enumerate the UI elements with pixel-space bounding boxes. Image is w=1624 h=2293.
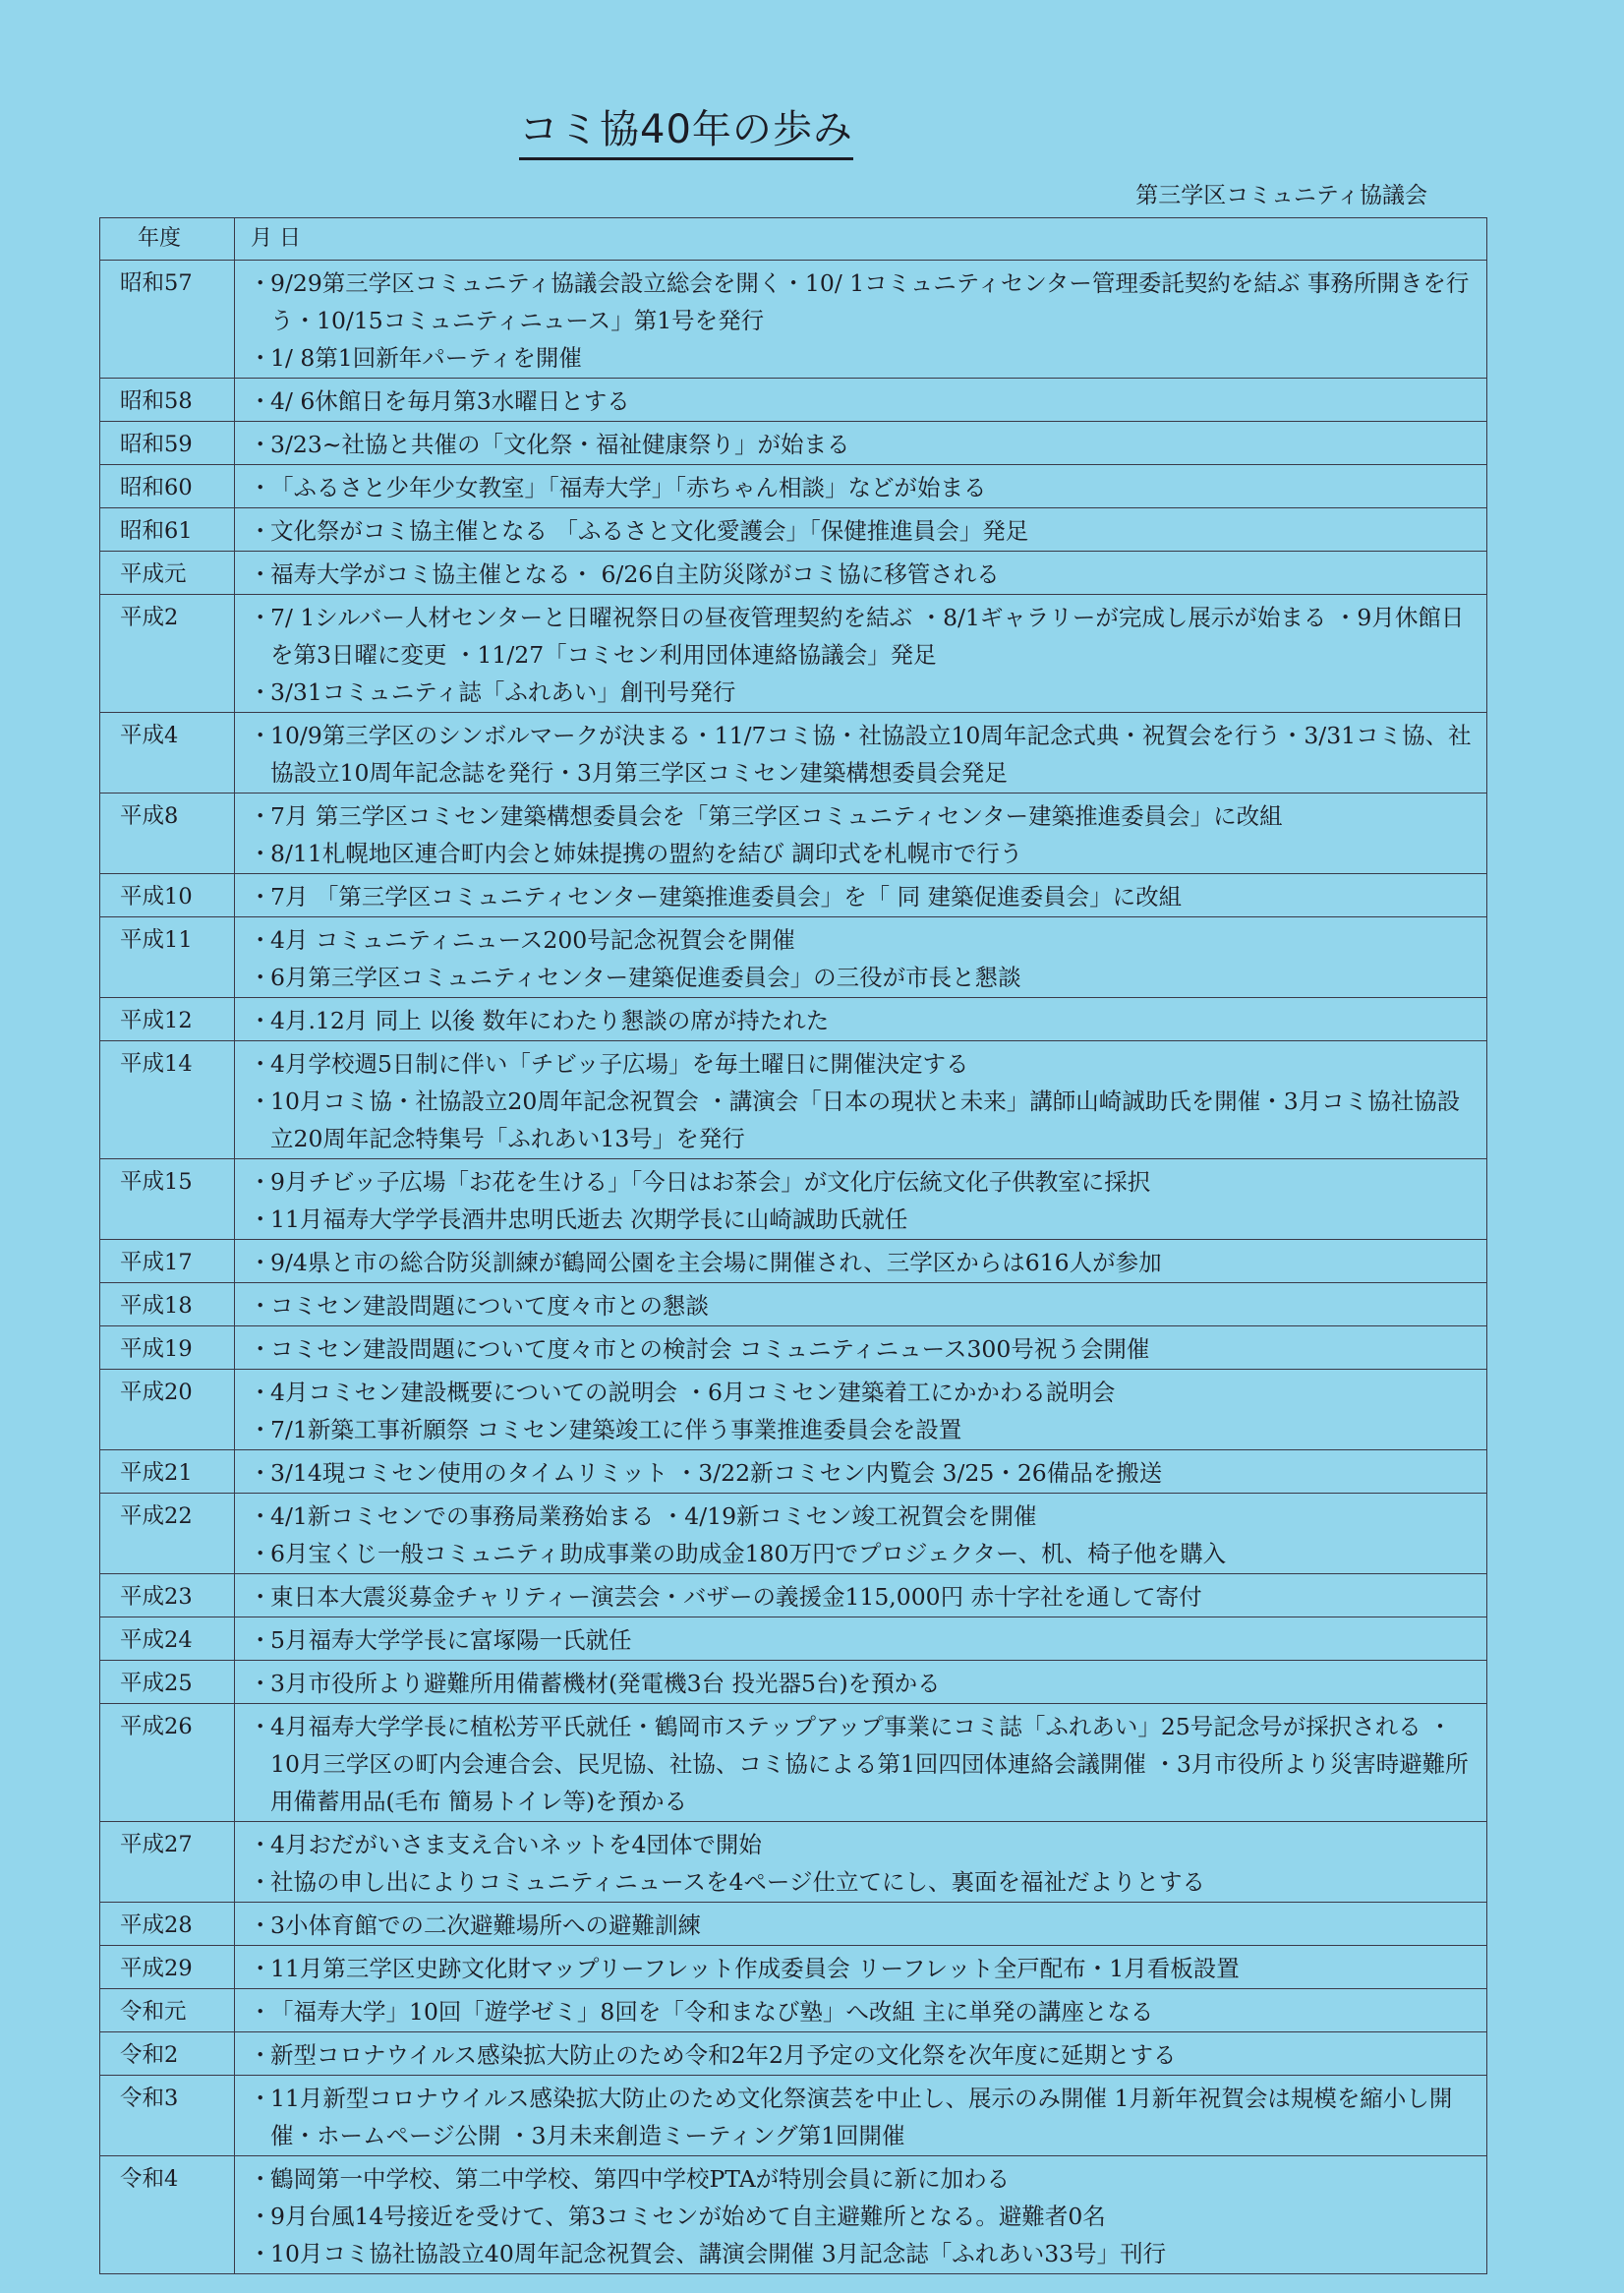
- event-item: ・ 「福寿大学」10回「遊学ゼミ」8回を「令和まなび塾」へ改組 主に単発の講座となる: [249, 1993, 1475, 2030]
- table-row: [100, 998, 1487, 1041]
- table-row: [100, 465, 1487, 508]
- event-item: ・ 6月第三学区コミュニティセンター建築促進委員会」の三役が市長と懇談: [249, 959, 1475, 996]
- year-cell: 平成21: [100, 1450, 235, 1494]
- event-item: ・ 8/11札幌地区連合町内会と姉妹提携の盟約を結び 調印式を札幌市で行う: [249, 835, 1475, 872]
- event-item: ・ 9月チビッ子広場「お花を生ける」「今日はお茶会」が文化庁伝統文化子供教室に採択: [249, 1163, 1475, 1201]
- table-row: [100, 1946, 1487, 1989]
- event-item: ・ 「ふるさと少年少女教室」「福寿大学」「赤ちゃん相談」などが始まる: [249, 469, 1475, 506]
- events-cell: [235, 261, 1487, 379]
- history-table: [99, 217, 1487, 2274]
- year-cell: 平成10: [100, 874, 235, 917]
- event-item: ・ 鶴岡第一中学校、第二中学校、第四中学校PTAが特別会員に新に加わる: [249, 2160, 1475, 2198]
- events-cell: [235, 1704, 1487, 1822]
- year-cell: 昭和59: [100, 422, 235, 465]
- events-cell: [235, 1494, 1487, 1574]
- table-row: [100, 1617, 1487, 1661]
- year-cell: 平成元: [100, 552, 235, 595]
- year-cell: 昭和60: [100, 465, 235, 508]
- events-cell: [235, 1159, 1487, 1240]
- year-cell: 平成28: [100, 1903, 235, 1946]
- table-row: [100, 1574, 1487, 1617]
- table-row: [100, 2156, 1487, 2274]
- event-item: ・ 4月.12月 同上 以後 数年にわたり懇談の席が持たれた: [249, 1002, 1475, 1039]
- events-cell: [235, 1283, 1487, 1326]
- event-item: ・ 1/ 8第1回新年パーティを開催: [249, 339, 1475, 377]
- table-row: [100, 1704, 1487, 1822]
- events-cell: [235, 379, 1487, 422]
- year-cell: 平成19: [100, 1326, 235, 1370]
- event-item: ・ 10月コミ協・社協設立20周年記念祝賀会 ・講演会「日本の現状と未来」講師山崎誠助氏を開催・3月コミ協社協設立20周年記念特集号「ふれあい13号」を発行: [249, 1083, 1475, 1157]
- year-cell: 平成4: [100, 713, 235, 794]
- table-row: [100, 2076, 1487, 2156]
- year-cell: 平成24: [100, 1617, 235, 1661]
- year-cell: 令和4: [100, 2156, 235, 2274]
- event-item: ・ 6月宝くじ一般コミュニティ助成事業の助成金180万円でプロジェクター、机、椅子他を購入: [249, 1535, 1475, 1572]
- event-item: ・ コミセン建設問題について度々市との検討会 コミュニティニュース300号祝う会開催: [249, 1330, 1475, 1368]
- year-cell: 平成23: [100, 1574, 235, 1617]
- event-item: ・ 10/9第三学区のシンボルマークが決まる・11/7コミ協・社協設立10周年記念式典・祝賀会を行う・3/31コミ協、社協設立10周年記念誌を発行・3月第三学区コミセン建築構想委員会発足: [249, 717, 1475, 792]
- table-row: [100, 1159, 1487, 1240]
- year-cell: 平成11: [100, 917, 235, 998]
- table-row: [100, 1903, 1487, 1946]
- events-cell: [235, 1041, 1487, 1159]
- event-item: ・ 社協の申し出によりコミュニティニュースを4ページ仕立てにし、裏面を福祉だよりとする: [249, 1863, 1475, 1901]
- table-row: [100, 2032, 1487, 2076]
- events-cell: [235, 1240, 1487, 1283]
- event-item: ・ 7/ 1シルバー人材センターと日曜祝祭日の昼夜管理契約を結ぶ ・8/1ギャラリーが完成し展示が始まる ・9月休館日を第3日曜に変更 ・11/27「コミセン利用団体連絡協議会」発足: [249, 599, 1475, 674]
- event-item: ・ コミセン建設問題について度々市との懇談: [249, 1287, 1475, 1324]
- event-item: ・ 4月コミセン建設概要についての説明会 ・6月コミセン建築着工にかかわる説明会: [249, 1374, 1475, 1411]
- events-cell: [235, 595, 1487, 713]
- organization-name: 第三学区コミュニティ協議会: [1135, 183, 1427, 208]
- table-row: [100, 917, 1487, 998]
- year-cell: 昭和57: [100, 261, 235, 379]
- event-item: ・ 7/1新築工事祈願祭 コミセン建築竣工に伴う事業推進委員会を設置: [249, 1411, 1475, 1448]
- year-cell: 昭和61: [100, 508, 235, 552]
- events-cell: [235, 2032, 1487, 2076]
- event-item: ・ 3/14現コミセン使用のタイムリミット ・3/22新コミセン内覧会 3/25・26備品を搬送: [249, 1454, 1475, 1492]
- events-cell: [235, 1989, 1487, 2032]
- event-item: ・ 7月 「第三学区コミュニティセンター建築推進委員会」を「 同 建築促進委員会」に改組: [249, 878, 1475, 915]
- event-item: ・ 4月おだがいさま支え合いネットを4団体で開始: [249, 1826, 1475, 1863]
- events-cell: [235, 998, 1487, 1041]
- event-item: ・ 10月コミ協社協設立40周年記念祝賀会、講演会開催 3月記念誌「ふれあい33号」刊行: [249, 2235, 1475, 2272]
- table-row: [100, 1240, 1487, 1283]
- table-row: [100, 1370, 1487, 1450]
- year-cell: 平成15: [100, 1159, 235, 1240]
- event-item: ・ 東日本大震災募金チャリティー演芸会・バザーの義援金115,000円 赤十字社を通して寄付: [249, 1578, 1475, 1616]
- event-item: ・ 5月福寿大学学長に富塚陽一氏就任: [249, 1621, 1475, 1659]
- event-item: ・ 4/ 6休館日を毎月第3水曜日とする: [249, 382, 1475, 420]
- year-cell: 平成2: [100, 595, 235, 713]
- table-row: [100, 713, 1487, 794]
- event-item: ・ 4月福寿大学学長に植松芳平氏就任・鶴岡市ステップアップ事業にコミ誌「ふれあい」25号記念号が採択される ・10月三学区の町内会連合会、民児協、社協、コミ協による第1回四団体連絡会議開催 ・3月市役所より災害時避難所用備蓄用品(毛布 簡易トイレ等)を預かる: [249, 1708, 1475, 1820]
- table-row: [100, 1041, 1487, 1159]
- table-row: [100, 1661, 1487, 1704]
- event-item: ・ 11月福寿大学学長酒井忠明氏逝去 次期学長に山崎誠助氏就任: [249, 1201, 1475, 1238]
- event-item: ・ 福寿大学がコミ協主催となる・ 6/26自主防災隊がコミ協に移管される: [249, 556, 1475, 593]
- year-cell: 平成20: [100, 1370, 235, 1450]
- event-item: ・ 11月第三学区史跡文化財マップリーフレット作成委員会 リーフレット全戸配布・1月看板設置: [249, 1950, 1475, 1987]
- table-row: [100, 1989, 1487, 2032]
- year-cell: 平成18: [100, 1283, 235, 1326]
- year-cell: 平成26: [100, 1704, 235, 1822]
- events-cell: [235, 794, 1487, 874]
- event-item: ・ 9/4県と市の総合防災訓練が鶴岡公園を主会場に開催され、三学区からは616人が参加: [249, 1244, 1475, 1281]
- table-row: [100, 1822, 1487, 1903]
- year-cell: 平成25: [100, 1661, 235, 1704]
- table-row: [100, 1283, 1487, 1326]
- event-item: ・ 9月台風14号接近を受けて、第3コミセンが始めて自主避難所となる。避難者0名: [249, 2198, 1475, 2235]
- event-item: ・ 新型コロナウイルス感染拡大防止のため令和2年2月予定の文化祭を次年度に延期とする: [249, 2036, 1475, 2074]
- year-cell: 平成8: [100, 794, 235, 874]
- events-cell: [235, 2156, 1487, 2274]
- event-item: ・ 7月 第三学区コミセン建築構想委員会を「第三学区コミュニティセンター建築推進委員会」に改組: [249, 797, 1475, 835]
- event-item: ・ 3/23~社協と共催の「文化祭・福祉健康祭り」が始まる: [249, 426, 1475, 463]
- table-row: [100, 794, 1487, 874]
- events-cell: [235, 422, 1487, 465]
- event-item: ・ 3/31コミュニティ誌「ふれあい」創刊号発行: [249, 674, 1475, 711]
- table-row: [100, 261, 1487, 379]
- event-item: ・ 11月新型コロナウイルス感染拡大防止のため文化祭演芸を中止し、展示のみ開催 1月新年祝賀会は規模を縮小し開催・ホームページ公開 ・3月未来創造ミーティング第1回開催: [249, 2080, 1475, 2154]
- events-cell: [235, 552, 1487, 595]
- events-column-header: 月 日: [235, 218, 1487, 261]
- year-cell: 平成27: [100, 1822, 235, 1903]
- events-cell: [235, 508, 1487, 552]
- year-cell: 平成12: [100, 998, 235, 1041]
- events-cell: [235, 1661, 1487, 1704]
- events-cell: [235, 917, 1487, 998]
- year-cell: 令和元: [100, 1989, 235, 2032]
- year-cell: 平成14: [100, 1041, 235, 1159]
- table-row: [100, 595, 1487, 713]
- event-item: ・ 9/29第三学区コミュニティ協議会設立総会を開く・10/ 1コミュニティセンター管理委託契約を結ぶ 事務所開きを行う・10/15コミュニティニュース」第1号を発行: [249, 265, 1475, 339]
- year-cell: 平成29: [100, 1946, 235, 1989]
- table-row: [100, 874, 1487, 917]
- events-cell: [235, 1370, 1487, 1450]
- events-cell: [235, 874, 1487, 917]
- year-cell: 平成22: [100, 1494, 235, 1574]
- event-item: ・ 3小体育館での二次避難場所への避難訓練: [249, 1907, 1475, 1944]
- events-cell: [235, 1574, 1487, 1617]
- table-row: [100, 1326, 1487, 1370]
- table-header-row: [100, 218, 1487, 261]
- year-cell: 令和2: [100, 2032, 235, 2076]
- table-row: [100, 422, 1487, 465]
- table-row: [100, 379, 1487, 422]
- events-cell: [235, 1822, 1487, 1903]
- event-item: ・ 文化祭がコミ協主催となる 「ふるさと文化愛護会」「保健推進員会」発足: [249, 512, 1475, 550]
- event-item: ・ 4/1新コミセンでの事務局業務始まる ・4/19新コミセン竣工祝賀会を開催: [249, 1498, 1475, 1535]
- events-cell: [235, 713, 1487, 794]
- year-cell: 昭和58: [100, 379, 235, 422]
- events-cell: [235, 1946, 1487, 1989]
- table-row: [100, 1450, 1487, 1494]
- table-row: [100, 508, 1487, 552]
- events-cell: [235, 1326, 1487, 1370]
- event-item: ・ 4月 コミュニティニュース200号記念祝賀会を開催: [249, 921, 1475, 959]
- table-row: [100, 1494, 1487, 1574]
- year-cell: 令和3: [100, 2076, 235, 2156]
- year-column-header: 年度: [100, 218, 235, 261]
- events-cell: [235, 1903, 1487, 1946]
- table-row: [100, 552, 1487, 595]
- events-cell: [235, 1450, 1487, 1494]
- event-item: ・ 4月学校週5日制に伴い「チビッ子広場」を毎土曜日に開催決定する: [249, 1045, 1475, 1083]
- year-cell: 平成17: [100, 1240, 235, 1283]
- events-cell: [235, 465, 1487, 508]
- page-title: コミ協40年の歩み: [519, 98, 853, 160]
- event-item: ・ 3月市役所より避難所用備蓄機材(発電機3台 投光器5台)を預かる: [249, 1665, 1475, 1702]
- events-cell: [235, 2076, 1487, 2156]
- events-cell: [235, 1617, 1487, 1661]
